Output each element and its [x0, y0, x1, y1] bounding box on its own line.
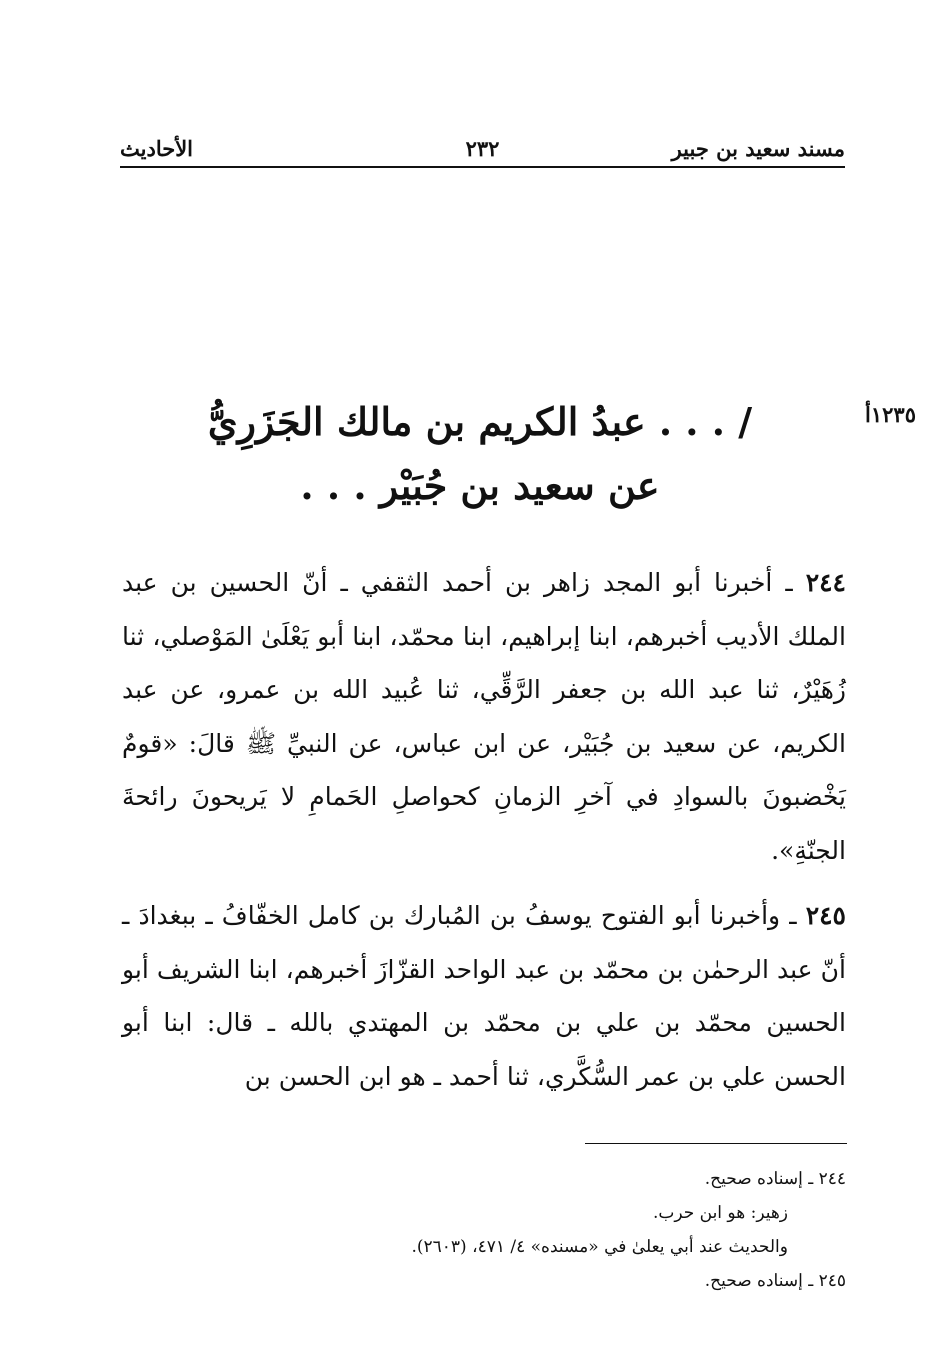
footnote-line: زهير: هو ابن حرب. — [652, 1203, 788, 1223]
footnote-rule — [585, 1143, 847, 1144]
section-title — [160, 390, 800, 518]
section-title-line-1: / . . . عبدُ الكريم بن مالك الجَزَرِيُّ — [207, 399, 753, 444]
section-title-line-2: عن سعيد بن جُبَيْر . . . — [300, 463, 660, 508]
running-header — [120, 128, 845, 168]
footnote-line: ٢٤٥ ـ إسناده صحيح. — [704, 1271, 846, 1291]
margin-reference: ١٢٣٥أ — [865, 402, 916, 427]
hadith-number: ٢٤٤ — [805, 568, 846, 597]
header-section-title: الأحاديث — [120, 136, 194, 161]
hadith-number: ٢٤٥ — [805, 901, 846, 930]
footnotes — [300, 1162, 846, 1298]
header-rule — [120, 166, 845, 168]
hadith-text: ـ أخبرنا أبو المجد زاهر بن أحمد الثقفي ـ أنّ الحسين بن عبد الملك الأديب أخبرهم، ابنا إبراهيم، ابنا محمّد، ابنا أبو يَعْلَىٰ المَوْصلي، ثنا زُهَيْرٌ، ثنا عبد الله بن جعفر الرَّقِّي، ثنا عُبيد الله بن عمرو، عن عبد الكريم، عن سعيد بن جُبَيْر، عن ابن عباس، عن النبيِّ ﷺ قالَ: «قومٌ يَخْضبونَ بالسوادِ في آخرِ الزمانِ كحواصلِ الحَمامِ لا يَريحونَ رائحةَ الجنّةِ». — [122, 568, 846, 865]
hadith-text: ـ وأخبرنا أبو الفتوح يوسفُ بن المُبارك بن كامل الخفّافُ ـ ببغدادَ ـ أنّ عبد الرحمٰن بن محمّد بن عبد الواحد القزّازَ أخبرهم، ابنا الشريف أبو الحسين محمّد بن علي بن محمّد بن المهتدي بالله ـ قال: ابنا أبو الحسن علي بن عمر السُّكَّري، ثنا أحمد ـ هو ابن الحسن بن — [122, 901, 846, 1091]
page-number: ٢٣٢ — [465, 136, 500, 161]
hadith-paragraph — [122, 556, 846, 877]
header-book-title: مسند سعيد بن جبير — [671, 136, 845, 161]
footnote-line: والحديث عند أبي يعلىٰ في «مسنده» ٤/ ٤٧١، (٢٦٠٣). — [411, 1237, 788, 1257]
hadith-paragraph — [122, 889, 846, 1103]
footnote-line: ٢٤٤ ـ إسناده صحيح. — [704, 1169, 846, 1189]
main-text — [122, 556, 846, 1115]
